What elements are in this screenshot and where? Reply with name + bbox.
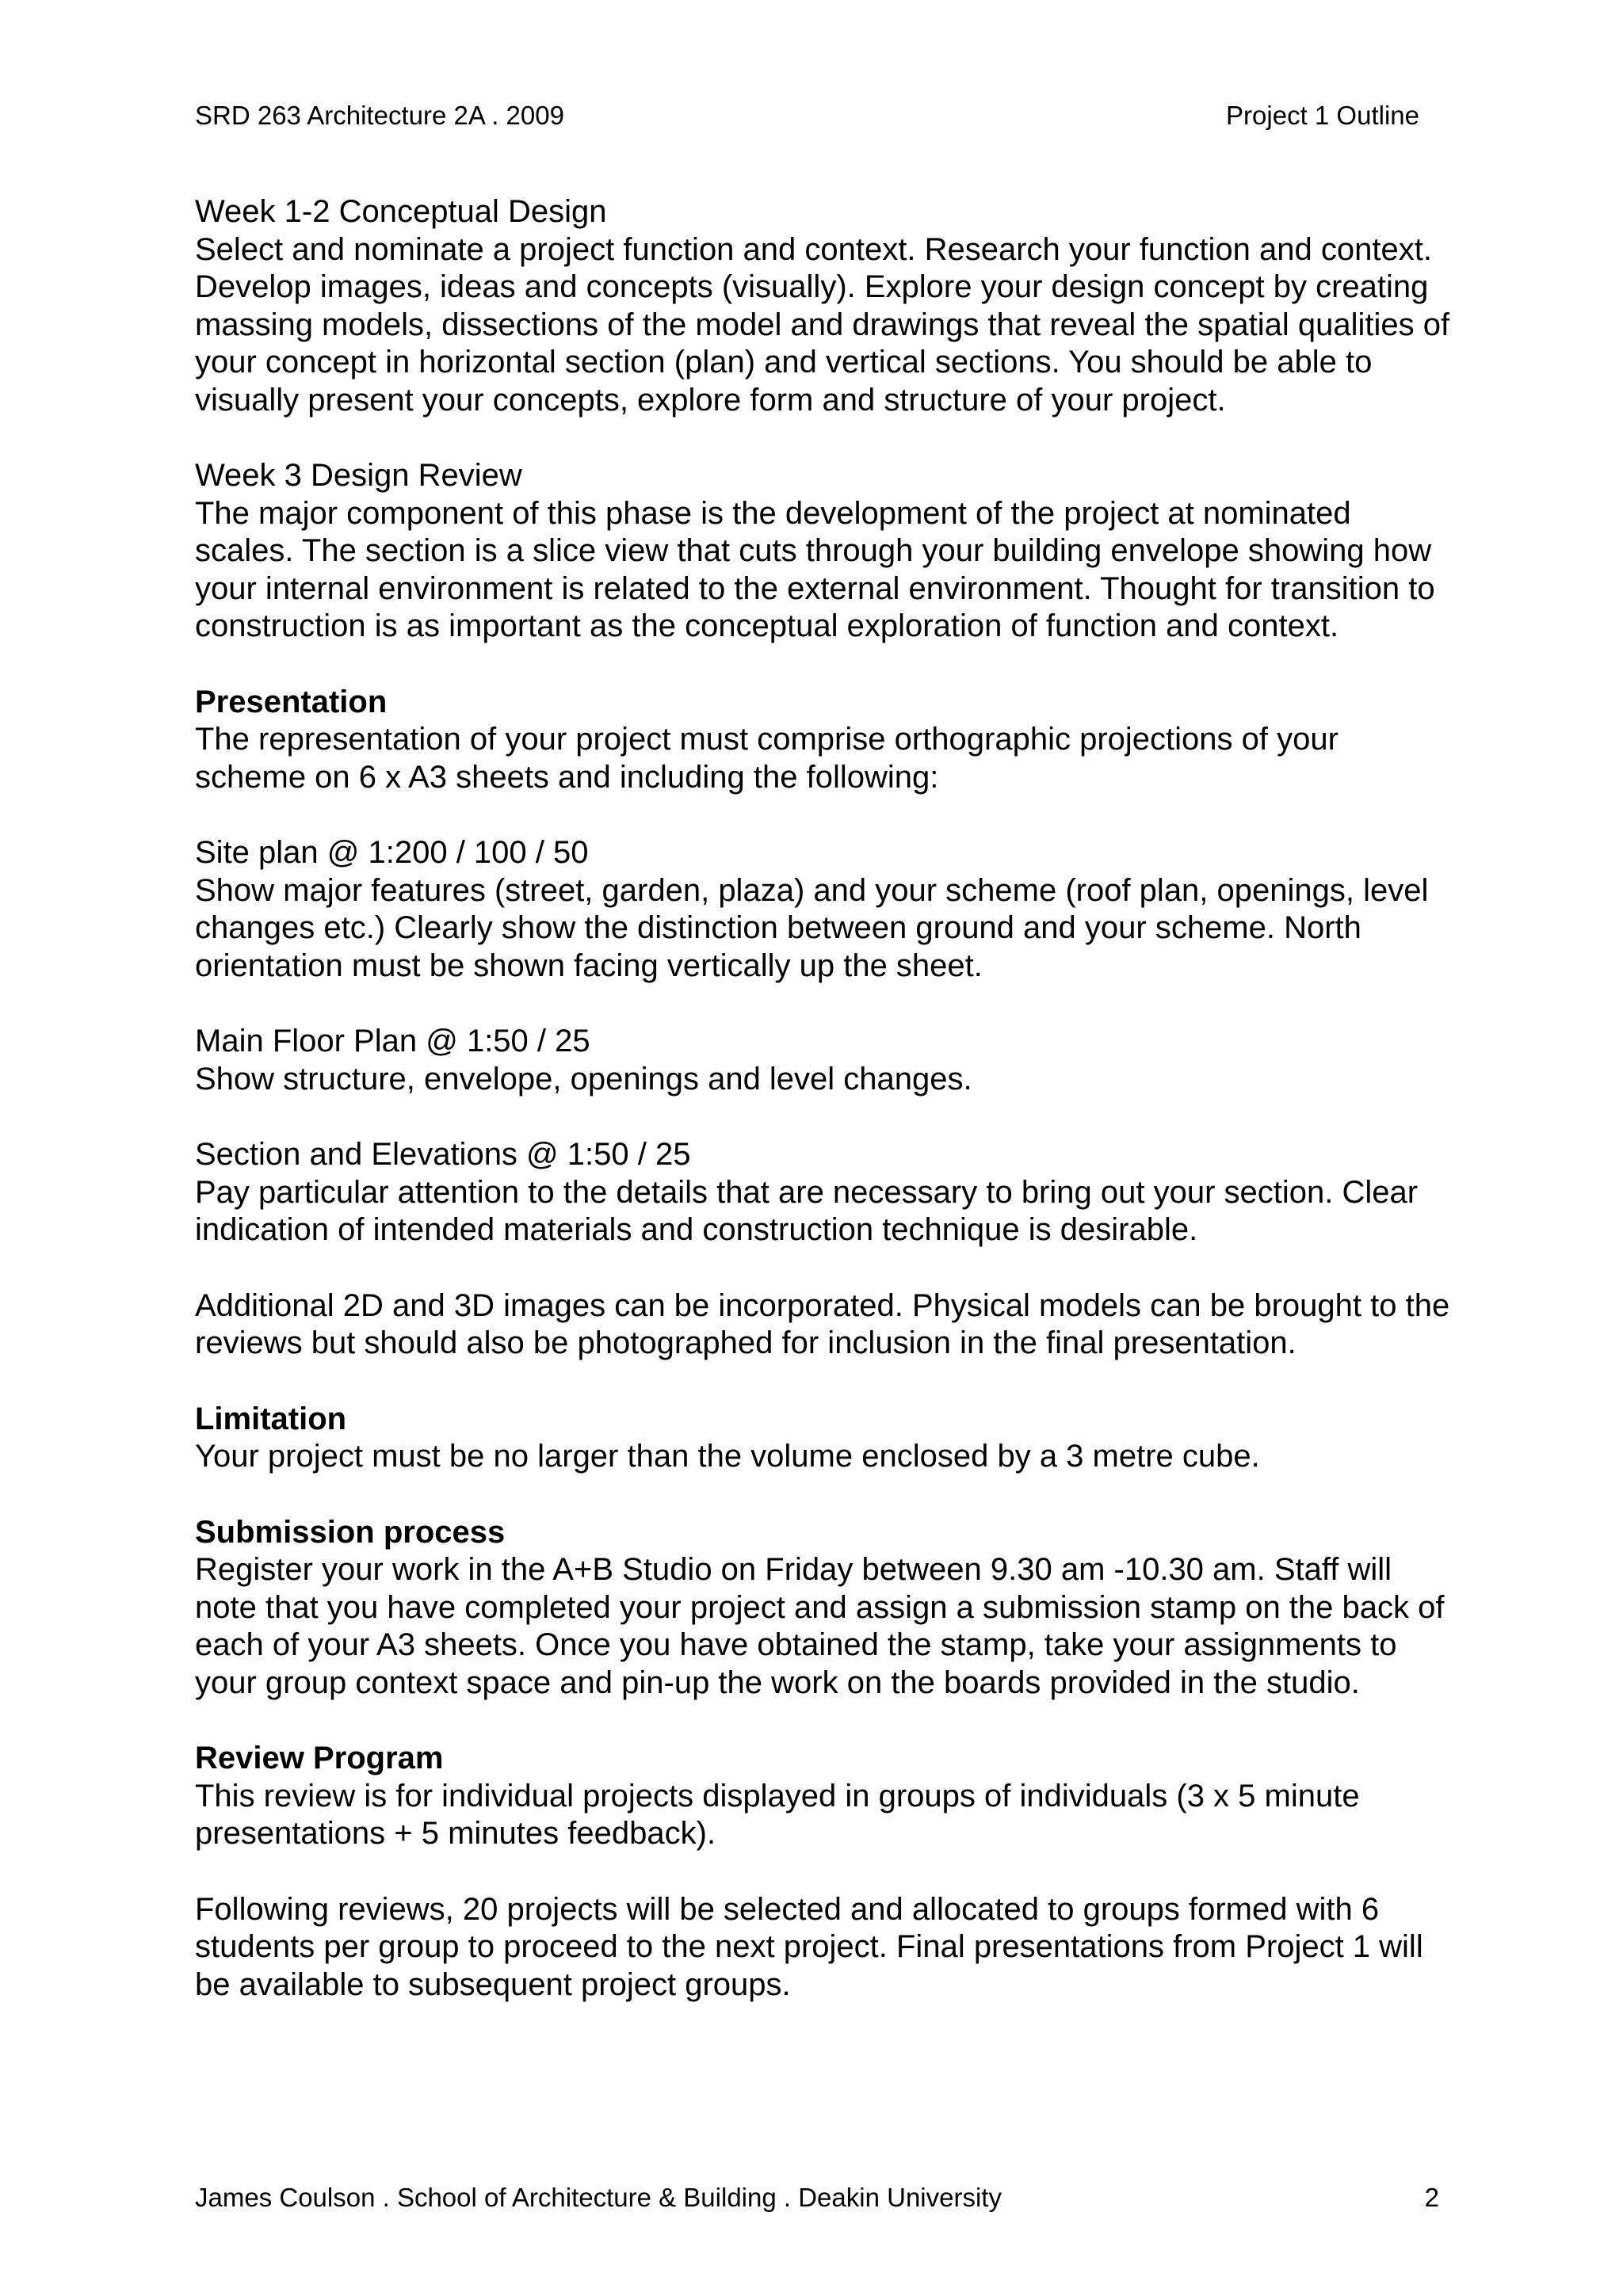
section-text: The representation of your project must comprise orthographic projections of your scheme on 6 x A3 sheets and including the following:: [195, 722, 1338, 795]
section-heading: Submission process: [195, 1514, 506, 1550]
section-heading: Main Floor Plan @ 1:50 / 25: [195, 1024, 590, 1058]
section-text: Pay particular attention to the details that are necessary to bring out your section. Clear indication of intended materials and construction technique is desirable.: [195, 1174, 1419, 1247]
section-review-program: [195, 1740, 1455, 1853]
page-number: 2: [1424, 2183, 1439, 2212]
course-title: SRD 263 Architecture 2A . 2009: [195, 101, 564, 130]
section-design-review: [195, 457, 1455, 646]
document-body: [195, 193, 1455, 2042]
section-following-reviews: [195, 1891, 1455, 2004]
section-section-elevations: [195, 1136, 1455, 1249]
section-text: Your project must be no larger than the volume enclosed by a 3 metre cube.: [195, 1439, 1260, 1474]
section-text: Register your work in the A+B Studio on Friday between 9.30 am -10.30 am. Staff will note that you have completed your project and assign a submission stamp on the back of each of your A3 sheets. Once you have obtained the stamp, take your assignments to your group context space and pin-up the work on the boards provided in the studio.: [195, 1552, 1445, 1700]
author-affiliation: James Coulson . School of Architecture & Building . Deakin University: [195, 2183, 1002, 2212]
section-additional-images: [195, 1287, 1455, 1363]
section-heading: Section and Elevations @ 1:50 / 25: [195, 1137, 691, 1172]
section-submission-process: [195, 1514, 1455, 1703]
section-heading: Limitation: [195, 1401, 347, 1436]
page-footer: [195, 2180, 1439, 2215]
section-text: Show structure, envelope, openings and level changes.: [195, 1061, 972, 1097]
section-conceptual-design: [195, 193, 1455, 419]
section-heading: Week 1-2 Conceptual Design: [195, 194, 607, 229]
section-text: Show major features (street, garden, plaza) and your scheme (roof plan, openings, level changes etc.) Clearly show the distinction between ground and your scheme. North orientation must be shown facing vertically up the sheet.: [195, 872, 1429, 983]
section-text: This review is for individual projects displayed in groups of individuals (3 x 5 minute presentations + 5 minutes feedback).: [195, 1778, 1360, 1851]
section-text: The major component of this phase is the development of the project at nominated scales. The section is a slice view that cuts through your building envelope showing how your internal environment is related to the external environment. Thought for transition to construction is as important as the conceptual exploration of function and context.: [195, 495, 1435, 643]
section-text: Additional 2D and 3D images can be incorporated. Physical models can be brought to the reviews but should also be photographed for inclusion in the final presentation.: [195, 1287, 1450, 1360]
section-heading: Presentation: [195, 684, 388, 719]
section-text: Select and nominate a project function and context. Research your function and context. Develop images, ideas and concepts (visually). Explore your design concept by creating massing models, dissections of the model and drawings that reveal the spatial qualities of your concept in horizontal section (plan) and vertical sections. You should be able to visually present your concepts, explore form and structure of your project.: [195, 231, 1450, 418]
section-main-floor-plan: [195, 1023, 1455, 1098]
section-heading: Review Program: [195, 1741, 444, 1775]
page-header: [195, 98, 1419, 133]
section-heading: Week 3 Design Review: [195, 458, 522, 493]
section-limitation: [195, 1401, 1455, 1476]
section-site-plan: [195, 834, 1455, 985]
section-heading: Site plan @ 1:200 / 100 / 50: [195, 835, 589, 870]
section-presentation: [195, 684, 1455, 797]
document-title: Project 1 Outline: [1226, 101, 1419, 130]
section-text: Following reviews, 20 projects will be selected and allocated to groups formed with 6 students per group to proceed to the next project. Final presentations from Project 1 will be available to subsequent project groups.: [195, 1891, 1423, 2002]
